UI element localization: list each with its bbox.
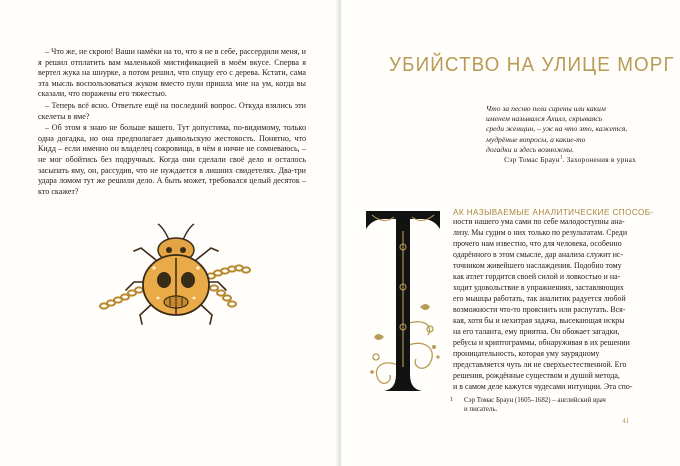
footnote-reference: 1 [559,155,563,161]
body-line: как атлет гордится своей силой и ловкостью и на- [453,272,621,281]
epigraph-line: Что за песню пели сирены или каким [486,104,606,113]
epigraph-line: именем назывался Ахилл, скрываясь [486,114,603,124]
paragraph: – Что же, не скрою! Ваши намёки на то, что я не в себе, рассердили меня, и я решил отплатить вам маленькой мистификацией в моём вкусе. Сперва я вертел жука на шнурке, а потом решил, что спущу его с дерева. Кстати, сама эта мысль воспользоваться жуком вместо пули пришла мне на ум, когда вы сказали, что поражены его тяжестью. [38,47,306,99]
left-page-text [38,47,306,198]
chapter-title: УБИЙСТВО НА УЛИЦЕ МОРГ [389,53,675,76]
body-line: возможности что-то прояснить или распутать. Вся- [453,305,626,314]
body-line: ходит удовольствие в упражнениях, заставляющих [453,283,624,292]
body-line: кая, хотя бы и нехитрая задача, высекающая искры [453,316,625,325]
body-line: решения, рождённые существом и душой метода, [453,371,620,380]
epigraph-attribution: Сэр Томас Браун$^1$. Захоронения в урнах [504,155,636,164]
body-line: представляется чуть ли не сверхъестественной. Его [453,360,627,369]
paragraph: – Теперь всё ясно. Ответьте ещё на последний вопрос. Откуда взялись эти скелеты в яме? [38,100,306,121]
body-line: точником живейшего наслаждения. Подобно тому [453,261,622,270]
page-number: 41 [622,416,630,425]
body-line: на его таланта, ему приятна. Он обожает загадки, [453,327,620,336]
paragraph: – Об этом я знаю не больше вашего. Тут допустима, по-видимому, только одна догадка, но она предполагает дьявольскую жестокость. Понятно, что Кидд – если именно он владелец сокровища, в чём я ничне не сомневаюсь, – не мог обойтись без подручных. Когда они сделали своё дело и осталось засыпать яму, он, рассудив, что не нуждается в лишних свидетелях. Два-три удара ломом тут же решили дело. А быть может, требовался целый десяток – кто скажет? [38,123,306,196]
epigraph-author: Сэр Томас Браун [504,155,560,164]
footnote-line: Сэр Томас Браун (1605–1682) – английский врач [464,397,606,404]
body-line: и в самом деле кажутся чудесами интуиции. Эта спо- [453,382,633,391]
dropcap-letter: Т [403,307,404,308]
epigraph-line: среди женщин, – уж на что это, кажется, [486,124,628,134]
lead-caps: АК НАЗЫВАЕМЫЕ АНАЛИТИЧЕСКИЕ СПОСОБ- [453,208,654,217]
body-line: проницательность, которая уму заурядному [453,349,600,358]
body-line: прочего нам известно, что для человека, особенно [453,239,622,248]
ornamental-dropcap [364,207,442,397]
gold-bug-illustration [96,220,256,335]
epigraph-line: мудрёные вопросы, а какие-то [486,134,586,144]
footnote-number: 1 [450,397,453,403]
epigraph-line: догадки и здесь возможны. [486,144,574,154]
body-line: его мышцы работать, так аналитик радуется любой [453,294,626,303]
body-line: ности нашего ума сами по себе малодоступны ана- [453,217,625,226]
body-line: одарённого в этом смысле, дар анализа служит ис- [453,250,624,259]
footnote-line: и писатель. [464,406,498,413]
epigraph [486,104,636,155]
left-page [0,0,339,466]
body-line: лизу. Мы судим о них только по результатам. Среди [453,228,628,237]
body-line: ребусы и криптограммы, обнаруживая в их решении [453,338,630,347]
epigraph-source: Захоронения в урнах [566,155,636,164]
